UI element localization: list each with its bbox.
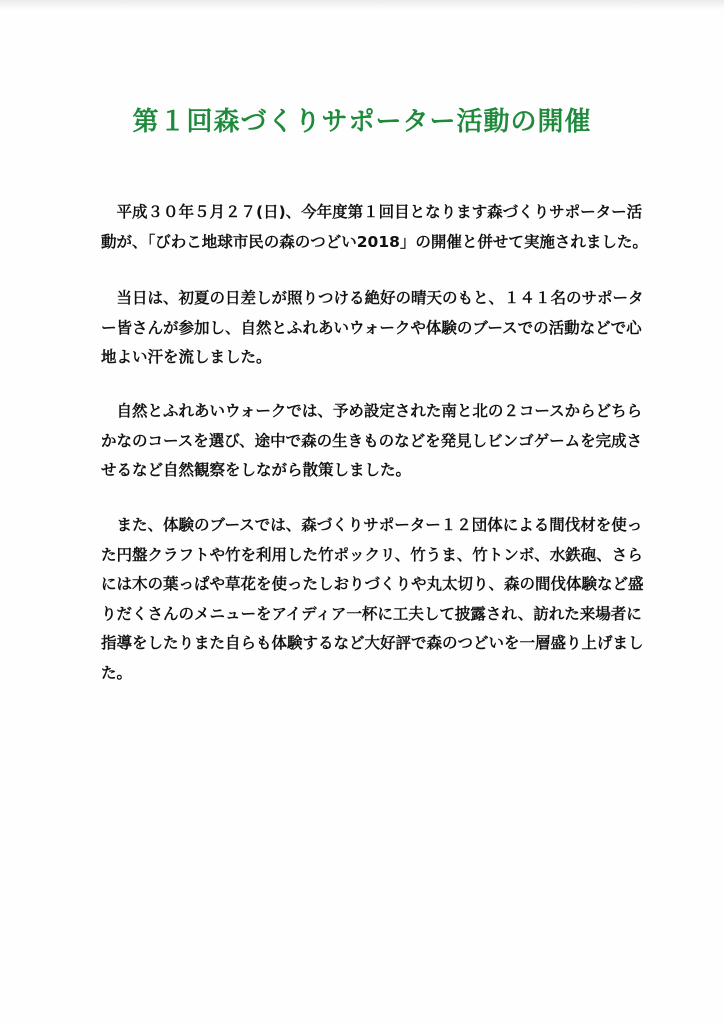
document-title: 第１回森づくりサポーター活動の開催: [132, 107, 592, 137]
paragraph-1: [101, 198, 648, 257]
paragraph-line: また、体験のブースでは、森づくりサポーター１２団体による間伐材を使っ: [101, 516, 643, 534]
paragraph-4: [101, 511, 644, 688]
paragraph-line: 当日は、初夏の日差しが照りつける絶好の晴天のもと、１４１名のサポータ: [101, 289, 644, 307]
paragraph-line: せるなど自然観察をしながら散策しました。: [101, 461, 412, 479]
paragraph-line: た円盤クラフトや竹を利用した竹ポックリ、竹うま、竹トンボ、水鉄砲、さら: [101, 545, 643, 564]
paragraph-line: 地よい汗を流しました。: [101, 348, 272, 366]
paragraph-line: ー皆さんが参加し、自然とふれあいウォークや体験のブースでの活動などで心: [101, 318, 642, 337]
paragraph-line: 自然とふれあいウォークでは、予め設定された南と北の２コースからどちら: [101, 402, 643, 420]
paragraph-line: かなのコースを選び、途中で森の生きものなどを発見しビンゴゲームを完成さ: [101, 431, 643, 450]
paragraph-line: 動が、「びわこ地球市民の森のつどい2018」の開催と併せて実施されました。: [101, 232, 648, 251]
paragraph-line: た。: [101, 663, 133, 682]
scan-edge-shadow: [0, 0, 724, 10]
paragraph-3: [101, 397, 641, 486]
paragraph-line: には木の葉っぱや草花を使ったしおりづくりや丸太切り、森の間伐体験など盛: [101, 575, 644, 593]
paragraph-line: りだくさんのメニューをアイディア一杯に工夫して披露され、訪れた来場者に: [101, 604, 642, 623]
paragraph-line: 平成３０年５月２７(日)、今年度第１回目となります森づくりサポーター活: [101, 203, 643, 221]
paragraph-2: [101, 284, 644, 373]
paragraph-line: 指導をしたりまた自らも体験するなど大好評で森のつどいを一層盛り上げまし: [101, 634, 644, 652]
